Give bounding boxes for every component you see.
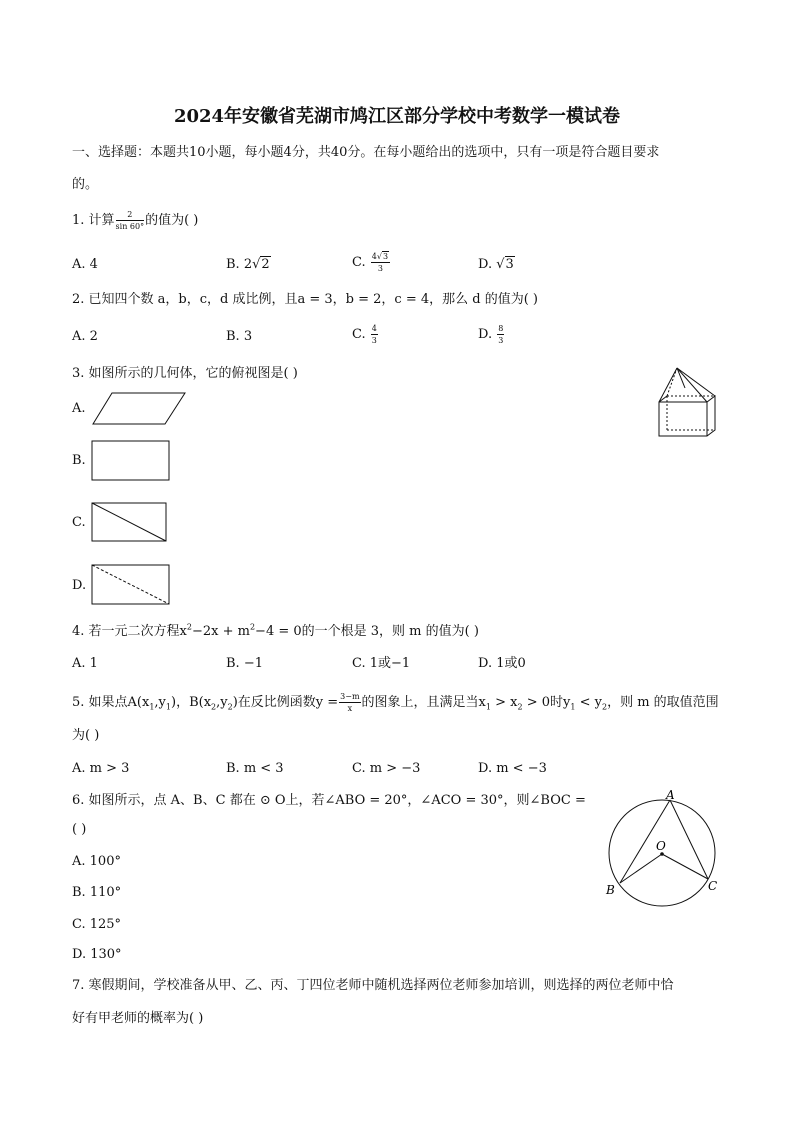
q2-option-c[interactable]: C. $\frac{4}{3}$ [352,324,377,345]
parallelogram-figure[interactable] [92,392,186,426]
rectangle-figure[interactable] [91,440,171,482]
q3-option-c[interactable]: C. [72,515,86,530]
question-5-cont: 为( ) [72,728,100,743]
q2-option-a[interactable]: A. 2 [72,329,98,344]
q3-option-b[interactable]: B. [72,453,86,468]
question-6: 6. 如图所示，点 A、B、C 都在 ⊙ O上，若∠ABO = 20°，∠ACO = 30°，则∠BOC = [72,793,586,808]
solid-figure [655,364,725,436]
q1-option-d[interactable]: D. √3 [478,257,514,272]
question-7: 7. 寒假期间，学校准备从甲、乙、丙、丁四位老师中随机选择两位老师参加培训，则选择的两位老师中恰 [72,978,674,993]
point-a-label: A [666,788,675,802]
q2-option-d[interactable]: D. $\frac{8}{3}$ [478,324,504,345]
fraction: $\frac{2}{\sin 60^\circ}$ [115,210,145,231]
question-3: 3. 如图所示的几何体，它的俯视图是( ) [72,366,298,381]
question-2: 2. 已知四个数 a，b，c，d 成比例，且a = 3，b = 2，c = 4，那么 d 的值为( ) [72,292,538,307]
q6-option-c[interactable]: C. 125° [72,917,122,932]
section-instructions-cont: 的。 [72,177,99,192]
q4-option-b[interactable]: B. −1 [226,656,263,671]
question-6-cont: ( ) [72,822,87,837]
q3-option-d[interactable]: D. [72,578,87,593]
q1-option-a[interactable]: A. 4 [72,257,98,272]
q6-option-b[interactable]: B. 110° [72,885,122,900]
q2-option-b[interactable]: B. 3 [226,329,253,344]
q1-option-b[interactable]: B. 2√2 [226,257,270,272]
q4-option-c[interactable]: C. 1或−1 [352,656,411,671]
point-o-label: O [656,839,666,853]
question-4: 4. 若一元二次方程$x^2-2x + m^2-4 = 0$的一个根是 3，则 m 的值为( ) [72,622,479,639]
point-c-label: C [708,879,718,893]
page-title: 2024年安徽省芜湖市鸠江区部分学校中考数学一模试卷 [173,106,621,127]
q3-option-a[interactable]: A. [72,401,86,416]
section-instructions: 一、选择题：本题共10小题，每小题4分，共40分。在每小题给出的选项中，只有一项是符合题目要求 [72,145,660,160]
q5-option-c[interactable]: C. m > −3 [352,761,421,776]
q4-option-a[interactable]: A. 1 [72,656,98,671]
rectangle-solid-diagonal-figure[interactable] [91,502,169,544]
q5-option-b[interactable]: B. m < 3 [226,761,284,776]
q6-option-d[interactable]: D. 130° [72,947,122,962]
circle-figure [600,786,730,906]
q1-option-c[interactable]: C. $\frac{4√3}{3}$ [352,252,389,273]
q4-option-d[interactable]: D. 1或0 [478,656,526,671]
question-1: 1. 计算 $\frac{2}{\sin 60^\circ}$ 的值为( ) [72,210,199,231]
rectangle-dashed-diagonal-figure[interactable] [91,564,171,606]
q6-option-a[interactable]: A. 100° [72,854,121,869]
point-b-label: B [606,883,615,897]
question-7-cont: 好有甲老师的概率为( ) [72,1011,204,1026]
q5-option-a[interactable]: A. m > 3 [72,761,130,776]
q5-option-d[interactable]: D. m < −3 [478,761,547,776]
question-5: 5. 如果点$A(x_1,y_1)$，$B(x_2,y_2)$在反比例函数y = $\frac{3-m}{x}$ 的图象上，且满足当$x_1 > x_2 > 0$时$y_1 < y_2$，则 m 的取值范围 [72,692,719,713]
